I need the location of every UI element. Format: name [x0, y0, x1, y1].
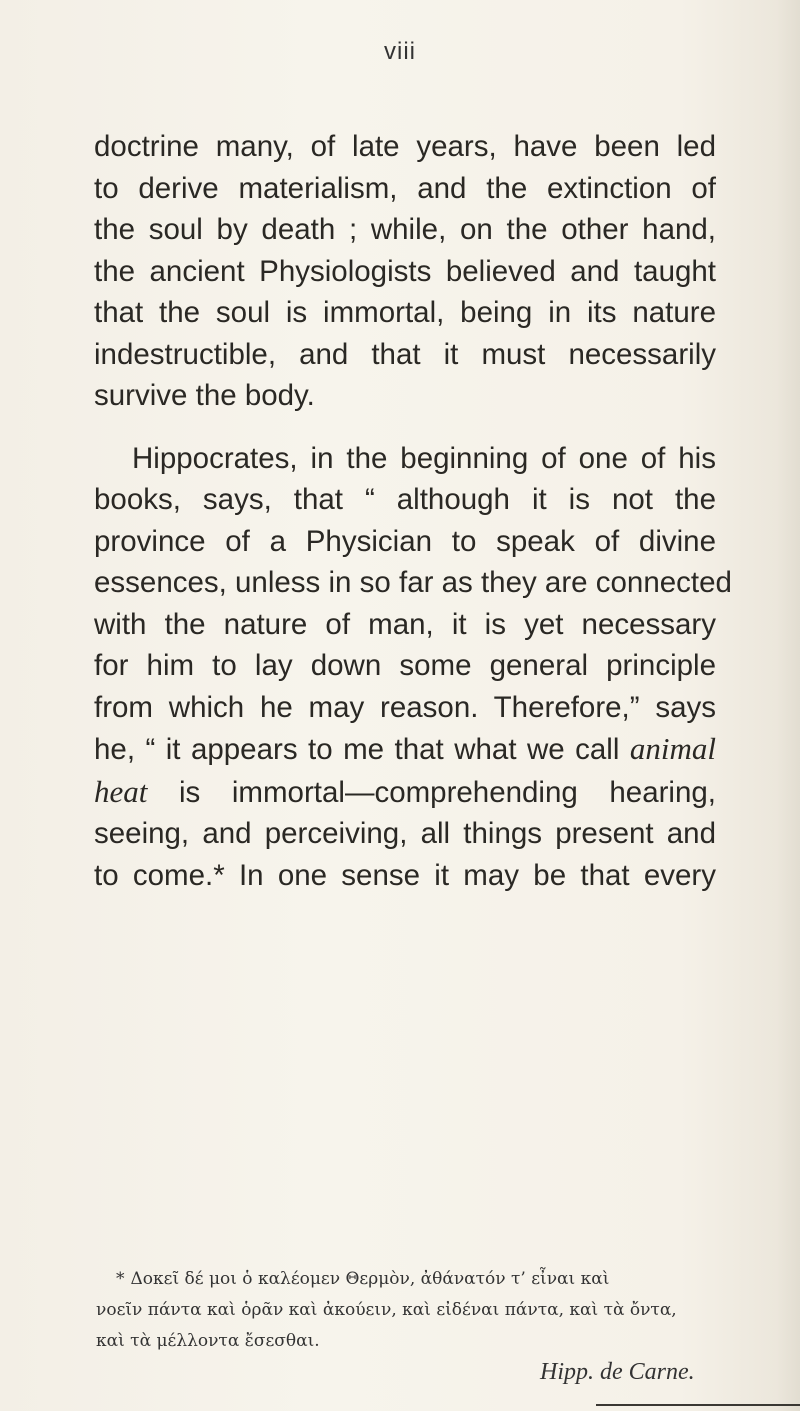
footnote-source: Hipp. de Carne. [540, 1359, 695, 1385]
paragraph-1 [94, 126, 716, 417]
text-line: the ancient Physiologists believed and taught [94, 254, 716, 288]
footnote-marker: * [116, 1269, 125, 1289]
body-text [94, 126, 732, 896]
footnote-line [96, 1264, 716, 1295]
text-line [94, 728, 716, 771]
text-run: he, “ it appears to me that what we call [94, 733, 630, 766]
text-line: essences, unless in so far as they are connected [94, 566, 732, 599]
text-line: province of a Physician to speak of divine [94, 524, 716, 558]
text-run: is immortal—comprehending hearing, [147, 775, 716, 809]
footnote-line: καὶ τὰ μέλλοντα ἔσεσθαι. [96, 1331, 320, 1351]
text-line: for him to lay down some general principle [94, 649, 716, 682]
italic-term: heat [94, 773, 148, 809]
text-line: the soul by death ; while, on the other hand, [94, 213, 716, 246]
italic-term: animal [629, 731, 716, 766]
text-line: doctrine many, of late years, have been led [94, 130, 716, 163]
text-line [94, 771, 716, 814]
text-line: Hippocrates, in the beginning of one of his [132, 441, 716, 475]
bottom-rule [596, 1404, 800, 1406]
text-line: books, says, that “ although it is not the [94, 483, 716, 516]
text-line: that the soul is immortal, being in its nature [94, 296, 716, 329]
paragraph-gap [94, 417, 716, 438]
text-line: to derive materialism, and the extinction of [94, 171, 716, 205]
page-number: viii [384, 38, 416, 65]
text-line: with the nature of man, it is yet necessary [94, 607, 716, 641]
paragraph-2 [94, 438, 732, 897]
text-line: from which he may reason. Therefore,” says [94, 690, 716, 724]
greek-text: Δοκεῖ δέ μοι ὁ καλέομεν Θερμὸν, ἀθάνατόν τ’ εἶναι καὶ [130, 1269, 610, 1289]
text-line: indestructible, and that it must necessarily [94, 337, 716, 371]
text-line: survive the body. [94, 379, 315, 412]
footnote-line: νοεῖν πάντα καὶ ὁρᾶν καὶ ἀκούειν, καὶ εἰδέναι πάντα, καὶ τὰ ὄντα, [96, 1300, 677, 1320]
text-line: seeing, and perceiving, all things present and [94, 817, 716, 850]
footnote [96, 1264, 716, 1357]
text-line: to come.* In one sense it may be that every [94, 858, 716, 892]
